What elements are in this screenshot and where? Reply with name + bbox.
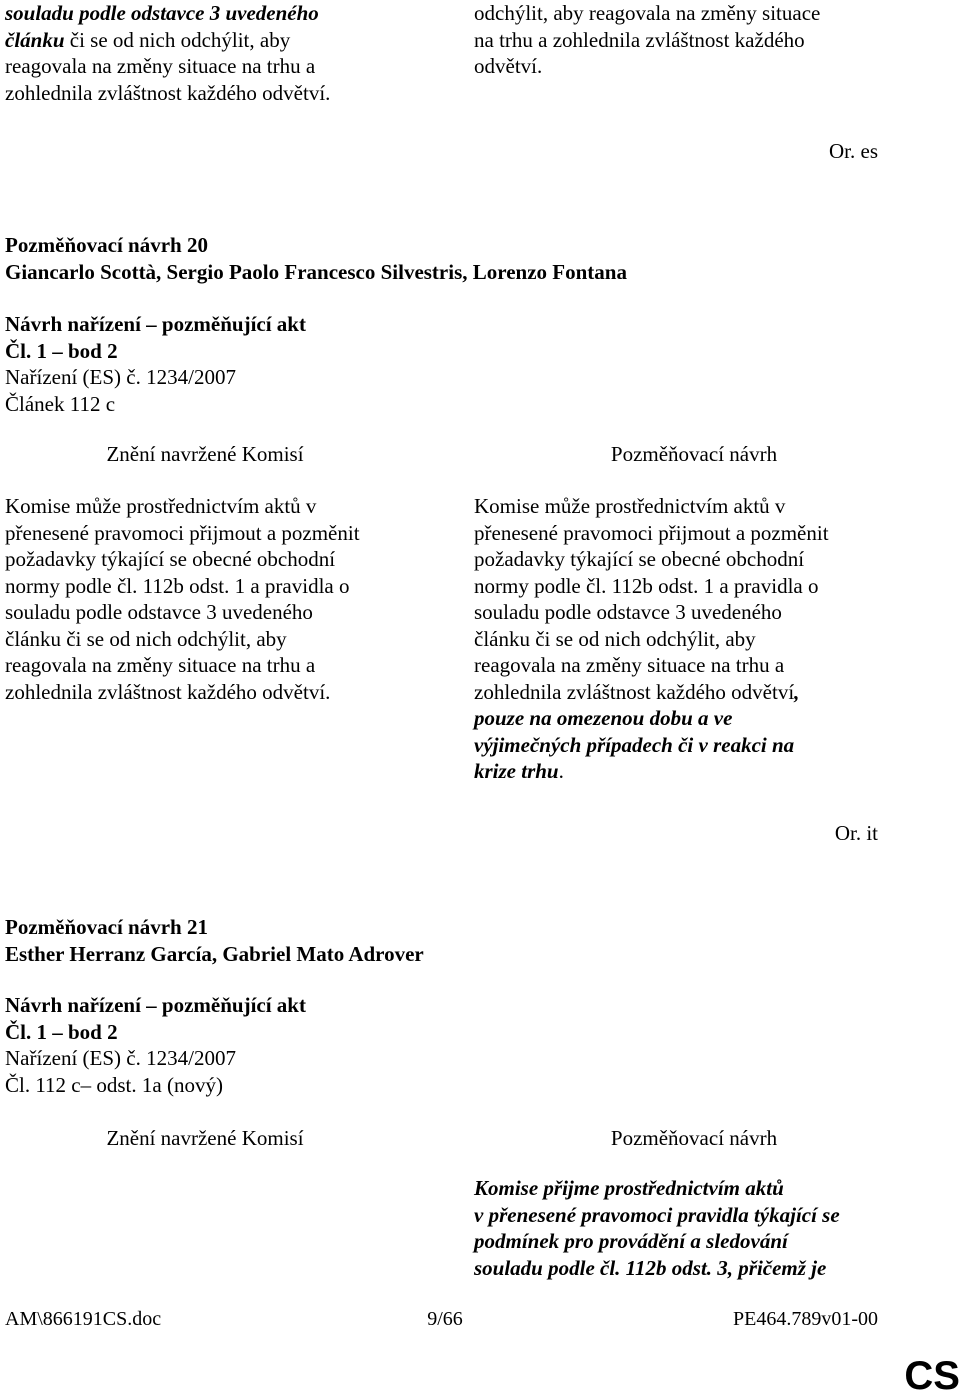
commission-text: Komise může prostřednictvím aktů v přenesené pravomoci přijmout a pozměnit požadavky týkající se obecné obchodní normy podle čl. 112b odst. 1 a pravidla o souladu podle odstavce 3 uvedeného článku či se od nich odchýlit, aby reagovala na změny situace na trhu a zohlednila zvláštnost každého odvětví.	[5, 494, 360, 704]
amendment-heading: Pozměňovací návrh 20	[5, 233, 208, 257]
regulation-ref: Nařízení (ES) č. 1234/2007	[5, 1046, 236, 1070]
column-header-commission: Znění navržené Komisí	[106, 442, 304, 466]
amendment-text	[474, 493, 914, 785]
column-header-amendment: Pozměňovací návrh	[610, 1126, 778, 1150]
language-code: CS	[904, 1354, 960, 1398]
footer-pe-ref: PE464.789v01-00	[733, 1308, 878, 1330]
article-ref: Čl. 1 – bod 2	[5, 1019, 118, 1044]
amendment-20-reference	[5, 311, 905, 417]
footer-doc-ref: AM\866191CS.doc	[5, 1308, 162, 1330]
column-header-commission: Znění navržené Komisí	[106, 1126, 304, 1150]
top-left-text	[5, 0, 405, 106]
column-header-amendment: Pozměňovací návrh	[610, 442, 778, 466]
regulation-ref: Nařízení (ES) č. 1234/2007	[5, 365, 236, 389]
amendment-text-comma: ,	[794, 679, 800, 704]
article-ref: Čl. 1 – bod 2	[5, 338, 118, 363]
proposal-type: Návrh nařízení – pozměňující akt	[5, 312, 306, 336]
amendment-21-header	[5, 914, 905, 967]
origin-language: Or. es	[829, 139, 878, 163]
amendment-authors: Esther Herranz García, Gabriel Mato Adrover	[5, 941, 424, 966]
top-left-added: souladu podle odstavce 3 uvedeného článku	[5, 1, 319, 52]
top-left-rest: či se od nich odchýlit, aby reagovala na změny situace na trhu a zohlednila zvláštnost každého odvětví.	[5, 27, 331, 105]
amendment-authors: Giancarlo Scottà, Sergio Paolo Francesco Silvestris, Lorenzo Fontana	[5, 259, 627, 284]
footer-page-number: 9/66	[427, 1308, 463, 1330]
amendment-text-base: Komise může prostřednictvím aktů v přenesené pravomoci přijmout a pozměnit požadavky týkající se obecné obchodní normy podle čl. 112b odst. 1 a pravidla o souladu podle odstavce 3 uvedeného článku či se od nich odchýlit, aby reagovala na změny situace na trhu a zohlednila zvláštnost každého odvětví	[474, 494, 829, 704]
amendment-20-header	[5, 232, 905, 285]
amendment-text: Komise přijme prostřednictvím aktů v přenesené pravomoci pravidla týkající se podmínek pro provádění a sledování souladu podle čl. 112b odst. 3, přičemž je	[474, 1176, 840, 1280]
top-right-text: odchýlit, aby reagovala na změny situace na trhu a zohlednila zvláštnost každého odvětví.	[474, 1, 821, 78]
proposal-type: Návrh nařízení – pozměňující akt	[5, 993, 306, 1017]
origin-language: Or. it	[834, 821, 878, 845]
amendment-21-reference	[5, 992, 905, 1098]
subarticle-ref: Čl. 112 c– odst. 1a (nový)	[5, 1072, 223, 1097]
amendment-heading: Pozměňovací návrh 21	[5, 915, 208, 939]
amendment-text-end: .	[558, 759, 564, 783]
amendment-text-added: pouze na omezenou dobu a ve výjimečných případech či v reakci na krize trhu	[474, 706, 795, 783]
subarticle-ref: Článek 112 c	[5, 391, 116, 416]
